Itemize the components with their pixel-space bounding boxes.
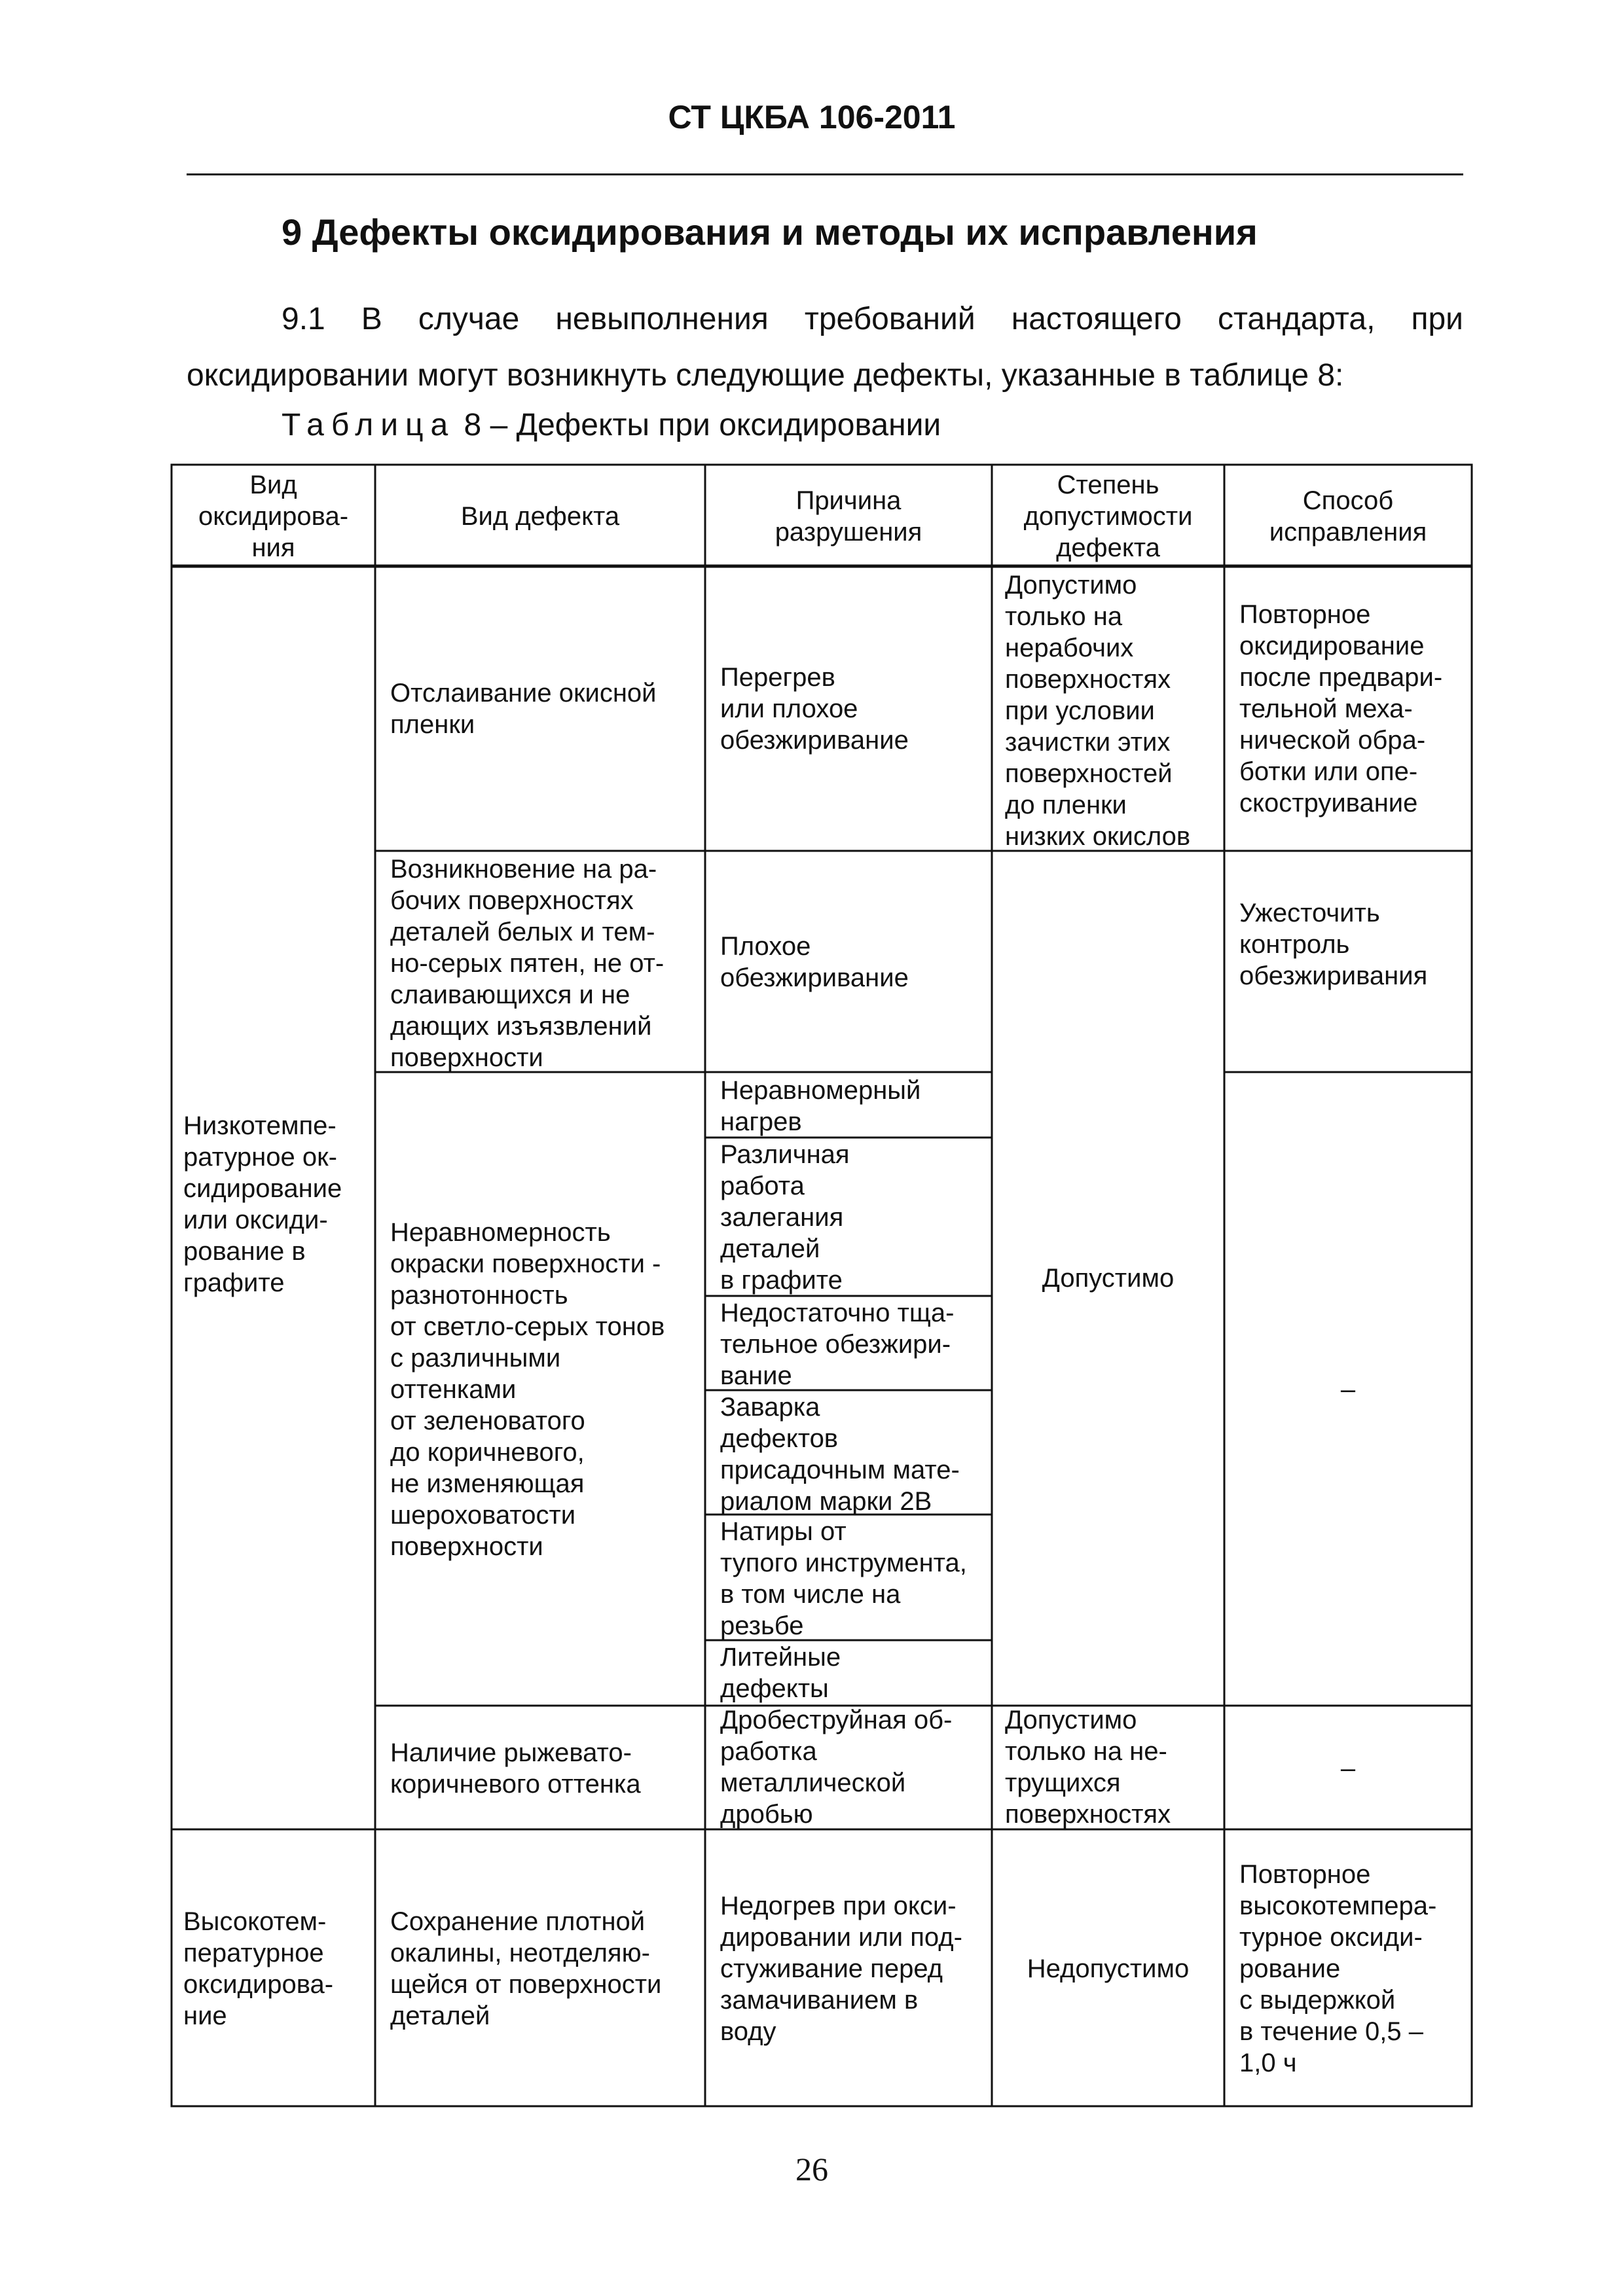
- row3-cause-6: Литейные дефекты: [720, 1643, 841, 1703]
- row3-cause-2: Различная работа залегания деталей в графите: [720, 1140, 850, 1295]
- header-rule: [187, 173, 1463, 175]
- document-code: СТ ЦКБА 106-2011: [668, 99, 956, 135]
- table-caption-rest: 8 – Дефекты при оксидировании: [455, 408, 941, 442]
- row4-cause: Дробеструйная об- работка металлической дробью: [720, 1706, 953, 1829]
- shared-degree: Допустимо: [1042, 1264, 1175, 1293]
- row1-defect: Отслаивание окисной пленки: [390, 679, 657, 739]
- row3-cause-5: Натиры от тупого инструмента, в том числе на резьбе: [720, 1517, 967, 1640]
- high-temp-method: Повторное высокотемпера- турное оксиди- рование с выдержкой в течение 0,5 – 1,0 ч: [1239, 1859, 1437, 2077]
- row2-method: Ужесточить контроль обезжиривания: [1239, 899, 1428, 990]
- row2-defect: Возникновение на ра- бочих поверхностях деталей белых и тем- но-серых пятен, не от- слаивающихся и не дающих изъязвлений поверхности: [390, 855, 665, 1072]
- row4-degree: Допустимо только на не- трущихся поверхностях: [1005, 1706, 1171, 1829]
- page-number: 26: [795, 2151, 828, 2187]
- row3-cause-4: Заварка дефектов присадочным мате- риалом марки 2В: [720, 1393, 960, 1516]
- table-caption-word: Таблица: [282, 408, 456, 442]
- row2-cause: Плохое обезжиривание: [720, 932, 909, 992]
- low-temp-type: Низкотемпе- ратурное ок- сидирование или оксиди- рование в графите: [183, 1111, 342, 1297]
- header-defect: Вид дефекта: [460, 501, 620, 531]
- header-cause: Причина разрушения: [775, 486, 922, 547]
- row3-cause-3: Недостаточно тща- тельное обезжири- вание: [720, 1299, 955, 1390]
- section-paragraph: 9.1 В случае невыполнения требований настоящего стандарта, при оксидировании могут возникнуть следующие дефекты, указанные в таблице 8:: [187, 302, 1463, 393]
- row1-cause: Перегрев или плохое обезжиривание: [720, 663, 909, 755]
- row4-defect: Наличие рыжевато- коричневого оттенка: [390, 1738, 641, 1799]
- header-degree: Степень допустимости дефекта: [1023, 470, 1193, 562]
- row3-cause-1: Неравномерный нагрев: [720, 1076, 921, 1136]
- section-title: 9 Дефекты оксидирования и методы их исправления: [282, 211, 1258, 253]
- high-temp-type: Высокотем- пературное оксидирова- ние: [183, 1907, 334, 2030]
- row1-degree: Допустимо только на нерабочих поверхностях при условии зачистки этих поверхностей до пленки низких окислов: [1005, 571, 1191, 851]
- row3-method: –: [1340, 1375, 1356, 1404]
- header-method: Способ исправления: [1269, 486, 1427, 547]
- row4-method: –: [1340, 1753, 1356, 1783]
- table-caption: [282, 407, 941, 443]
- high-temp-degree: Недопустимо: [1027, 1954, 1190, 1983]
- high-temp-defect: Сохранение плотной окалины, неотделяю- щейся от поверхности деталей: [390, 1907, 662, 2030]
- row3-defect: Неравномерность окраски поверхности - разнотонность от светло-серых тонов с различными оттенками от зеленоватого до коричневого, не изменяющая шероховатости поверхности: [390, 1218, 665, 1561]
- high-temp-cause: Недогрев при окси- дировании или под- стуживание перед замачиванием в воду: [720, 1891, 962, 2046]
- header-type: Вид оксидирова- ния: [198, 470, 349, 562]
- row1-method: Повторное оксидирование после предвари- тельной меха- нической обра- ботки или опе- скоструивание: [1239, 600, 1443, 817]
